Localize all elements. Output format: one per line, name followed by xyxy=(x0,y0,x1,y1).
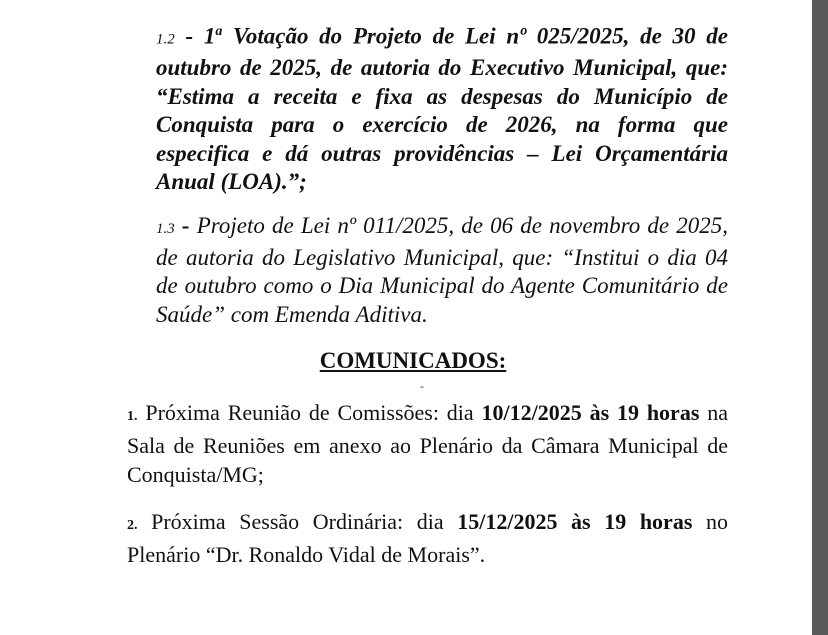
communication-2 xyxy=(127,507,728,569)
agenda-item-1-2 xyxy=(156,18,728,197)
communication-1 xyxy=(127,398,728,489)
item-number: 1.2 xyxy=(156,31,175,48)
communication-pre: Próxima Sessão Ordinária: dia xyxy=(137,509,458,534)
communication-number: 1. xyxy=(127,409,138,424)
item-dash: - xyxy=(174,23,204,49)
stray-mark: - xyxy=(420,379,424,393)
ordinal-digit: 1 xyxy=(203,23,216,49)
item-text: Votação do Projeto de Lei nº 025/2025, de 30 de outubro de 2025, de autoria do Executivo Municipal, que: “Estima a receita e fixa as despesas do Município de Conquista para o exercício de 2026, na forma que especifica e dá outras providências – Lei Orçamentária Anual (LOA).”; xyxy=(156,23,728,195)
agenda-item-1-3 xyxy=(156,212,728,329)
communication-datetime: 15/12/2025 às 19 horas xyxy=(457,509,693,534)
ordinal-superscript: a xyxy=(215,24,223,39)
section-heading: COMUNICADOS: xyxy=(319,348,507,373)
communication-post: na Sala de Reuniões em anexo ao Plenário da Câmara Municipal de Conquista/MG; xyxy=(127,400,728,487)
communication-post: no Plenário “Dr. Ronaldo Vidal de Morais”. xyxy=(127,509,728,567)
communication-datetime: 10/12/2025 às 19 horas xyxy=(481,400,700,425)
page-edge-shadow xyxy=(812,0,828,635)
communication-pre: Próxima Reunião de Comissões: dia xyxy=(137,400,482,425)
item-text: Projeto de Lei nº 011/2025, de 06 de novembro de 2025, de autoria do Legislativo Municipal, que: “Institui o dia 04 de outubro como o Dia Municipal do Agente Comunitário de Saúde” com Emenda Aditiva. xyxy=(156,213,728,327)
item-number: 1.3 xyxy=(156,221,175,237)
item-dash: - xyxy=(174,213,197,238)
communication-number: 2. xyxy=(127,518,138,533)
